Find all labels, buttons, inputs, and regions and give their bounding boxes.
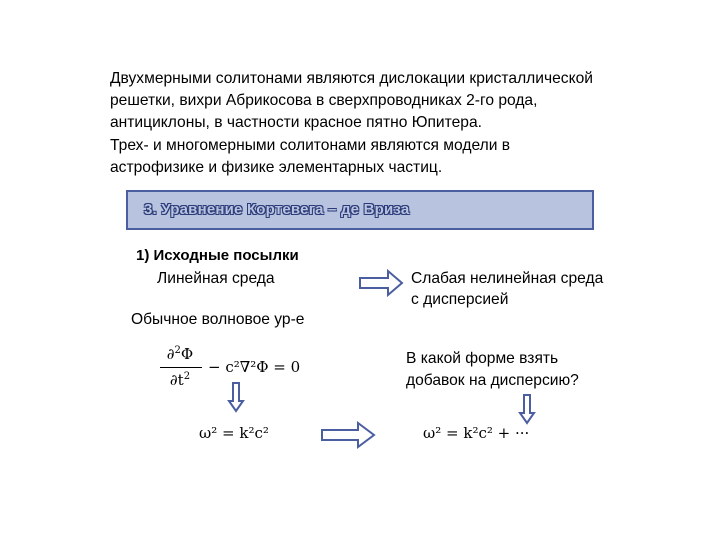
intro-line: Двухмерными солитонами являются дислокации кристаллической <box>110 70 593 87</box>
wave-equation-tail: − c²∇²Φ = 0 <box>208 358 301 376</box>
dispersion-formula-extended: ω² = k²c² + ··· <box>423 424 530 442</box>
dispersion-label: с дисперсией <box>411 291 509 308</box>
wave-equation-label: Обычное волновое ур-е <box>131 311 305 328</box>
linear-medium-label: Линейная среда <box>157 270 275 287</box>
section-title: 3. Уравнение Кортевега – де Вриза <box>144 201 410 218</box>
weak-nonlinear-medium-label: Слабая нелинейная среда <box>411 270 604 287</box>
down-arrow-icon <box>228 382 244 412</box>
intro-line: решетки, вихри Абрикосова в сверхпроводниках 2-го рода, <box>110 92 538 110</box>
question-line: В какой форме взять <box>406 350 559 367</box>
section-title-banner <box>126 190 594 230</box>
fraction-numerator: ∂$^2$Φ <box>166 345 194 363</box>
fraction-denominator: $\partial t^2$ <box>169 371 191 389</box>
right-arrow-icon <box>320 420 376 450</box>
right-arrow-icon <box>358 268 404 298</box>
question-line: добавок на дисперсию? <box>406 372 579 389</box>
fraction-bar <box>160 367 202 368</box>
down-arrow-icon <box>519 394 535 424</box>
dispersion-formula-simple: ω² = k²c² <box>199 424 269 442</box>
intro-line: астрофизике и физике элементарных частиц. <box>110 158 443 176</box>
intro-paragraph <box>110 68 710 179</box>
intro-line: антициклоны, в частности красное пятно Юпитера. <box>110 114 482 132</box>
premises-heading: 1) Исходные посылки <box>136 247 299 264</box>
intro-line: Трех- и многомерными солитонами являются модели в <box>110 136 511 154</box>
